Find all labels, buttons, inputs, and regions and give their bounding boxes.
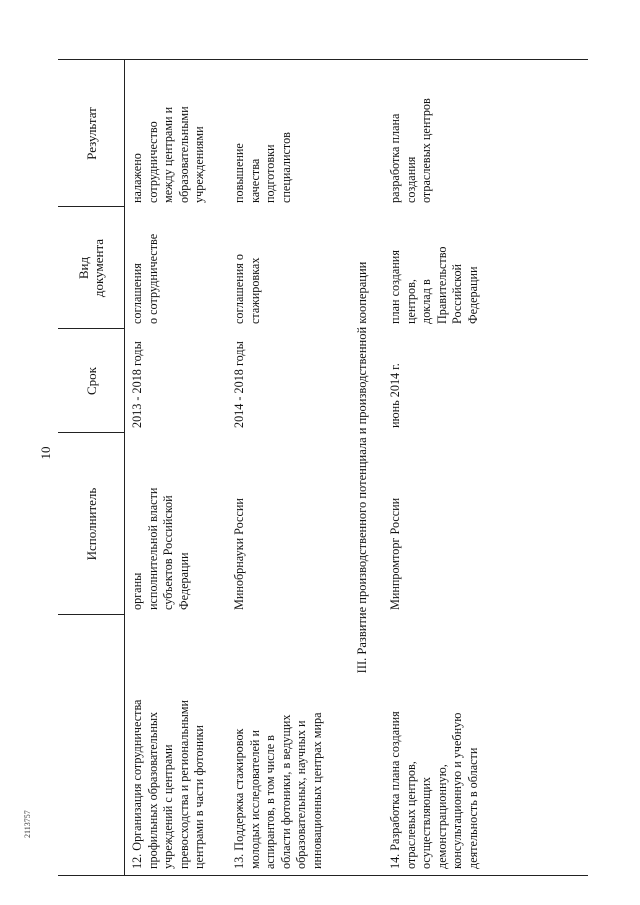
row-12-result: налажено сотрудничество между центрами и образовательными учреждениями xyxy=(130,106,206,203)
header-executor: Исполнитель xyxy=(83,487,99,561)
measures-table xyxy=(58,59,588,876)
row-13-executor: Минобрнауки России xyxy=(232,498,246,610)
page-number: 10 xyxy=(38,446,53,460)
row-12-document: соглашения о сотрудничестве xyxy=(130,233,160,324)
header-term: Срок xyxy=(83,367,99,395)
header-divider xyxy=(124,60,125,875)
header-result: Результат xyxy=(83,107,99,160)
document-code: 2113757 xyxy=(23,810,32,838)
header-document-type: Вид документа xyxy=(76,238,106,298)
row-12-executor: органы исполнительной власти субъектов Российской Федерации xyxy=(130,487,191,610)
row-14-measure: 14. Разработка плана создания отраслевых центров, осуществляющих демонстрационную, консультационную и учебную деятельность в области xyxy=(388,711,480,869)
header-measure xyxy=(58,615,124,875)
row-13-result: повышение качества подготовки специалистов xyxy=(232,132,293,203)
row-13-document: соглашения о стажировках xyxy=(232,254,262,324)
row-14-term: июнь 2014 г. xyxy=(388,363,402,428)
row-12-measure: 12. Организация сотрудничества профильных образовательных учреждений с центрами превосходства и региональными центрами в части фотоники xyxy=(130,699,206,869)
row-13-term: 2014 - 2018 годы xyxy=(232,341,246,428)
section-title: III. Развитие производственного потенциала и производственной кооперации xyxy=(355,261,369,674)
row-14-executor: Минпромторг России xyxy=(388,497,402,610)
row-13-measure: 13. Поддержка стажировок молодых исследователей и аспирантов, в том числе в области фотоники, в ведущих образовательных, научных и инновационных центрах мира xyxy=(232,712,324,869)
row-14-document: план создания центров, доклад в Правительство Российской Федерации xyxy=(388,246,480,324)
row-14-result: разработка плана создания отраслевых центров xyxy=(388,98,433,203)
rotated-table-container xyxy=(58,61,588,876)
row-12-term: 2013 - 2018 годы xyxy=(130,341,144,428)
